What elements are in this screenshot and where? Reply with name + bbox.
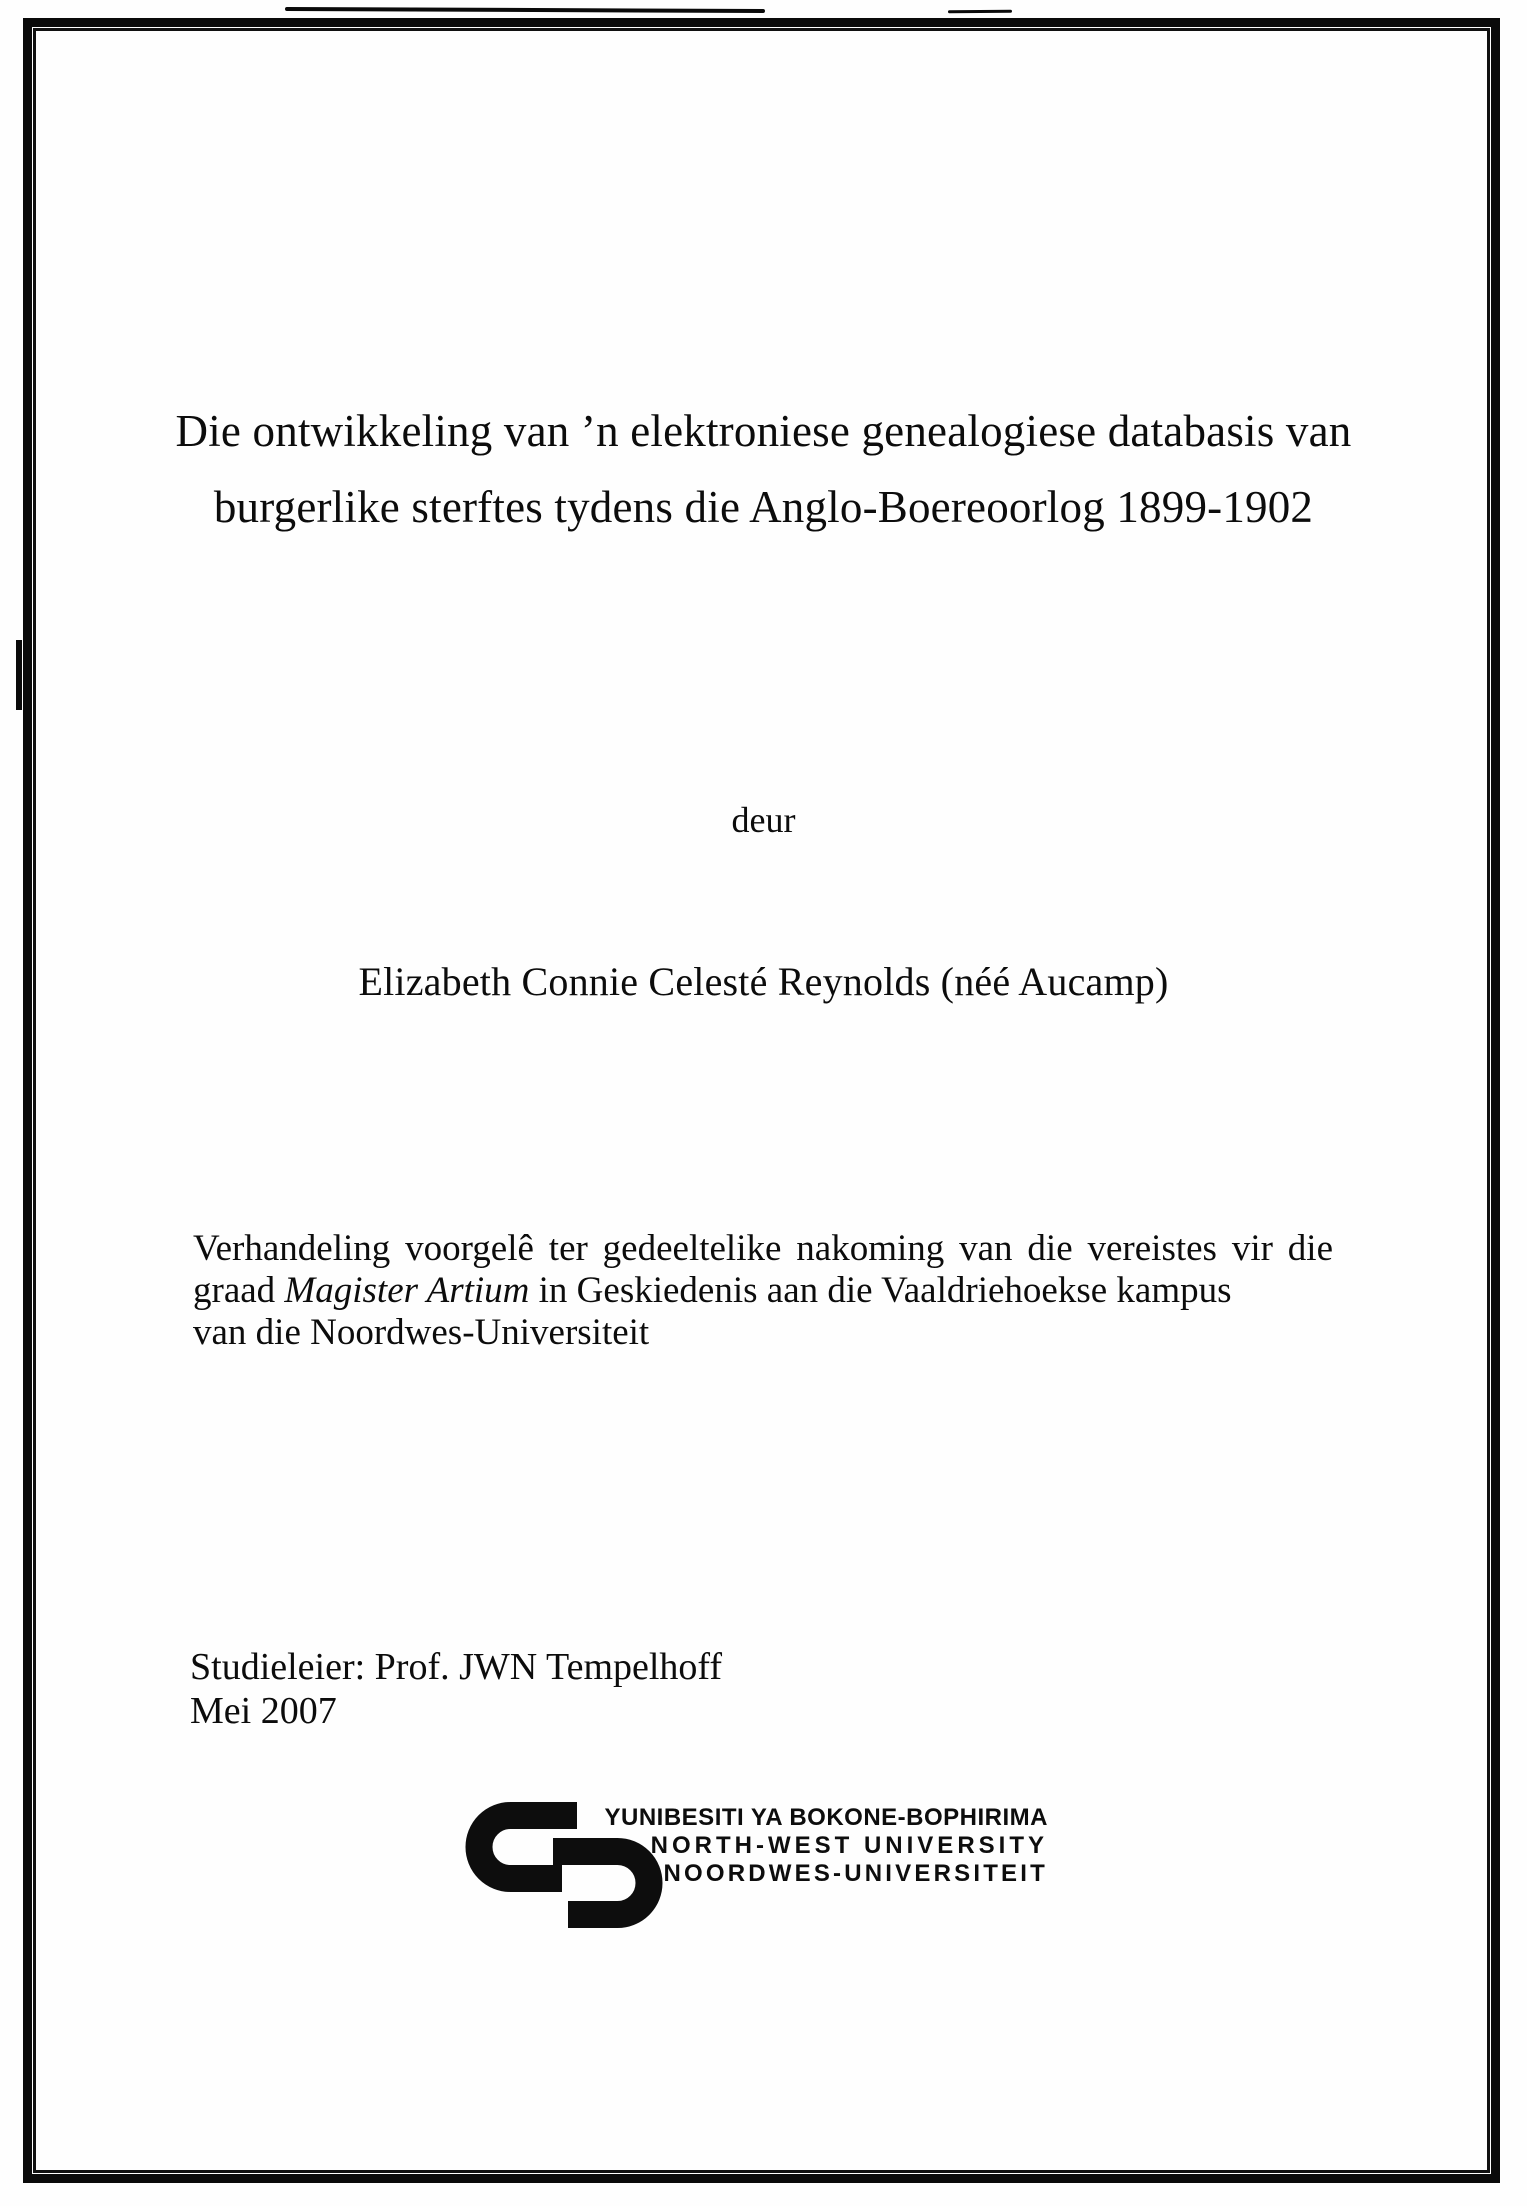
- byline-label: deur: [731, 800, 796, 840]
- scan-artifact: [948, 10, 1012, 13]
- date-line: Mei 2007: [190, 1690, 337, 1732]
- declaration-line2-prefix: graad: [193, 1270, 285, 1311]
- declaration-line1: Verhandeling voorgelê ter gedeeltelike nakoming van die vereistes vir die: [193, 1228, 1333, 1269]
- supervisor-block: [190, 1645, 722, 1733]
- logo-line-setswana: YUNIBESITI YA BOKONE-BOPHIRIMA: [604, 1804, 1048, 1831]
- declaration-line3: van die Noordwes-Universiteit: [193, 1312, 650, 1353]
- university-logo: [465, 1798, 1085, 1933]
- scan-artifact: [285, 7, 765, 13]
- author-name: Elizabeth Connie Celesté Reynolds (néé Aucamp): [358, 959, 1169, 1004]
- degree-declaration: [193, 1228, 1333, 1354]
- supervisor-line: Studieleier: Prof. JWN Tempelhoff: [190, 1646, 723, 1688]
- declaration-line2-suffix: in Geskiedenis aan die Vaaldriehoekse kampus: [529, 1270, 1232, 1311]
- thesis-title-line2: burgerlike sterftes tydens die Anglo-Boereoorlog 1899-1902: [213, 482, 1314, 532]
- logo-line-afrikaans: NOORDWES-UNIVERSITEIT: [663, 1860, 1048, 1887]
- logo-line-english: NORTH-WEST UNIVERSITY: [650, 1832, 1048, 1859]
- thesis-title-line1: Die ontwikkeling van ’n elektroniese genealogiese databasis van: [175, 406, 1352, 456]
- degree-name-italic: Magister Artium: [284, 1270, 530, 1311]
- declaration-line2: [193, 1270, 1333, 1312]
- university-logo-text: [593, 1804, 1048, 1888]
- scan-artifact: [16, 640, 22, 710]
- thesis-title: [80, 393, 1447, 545]
